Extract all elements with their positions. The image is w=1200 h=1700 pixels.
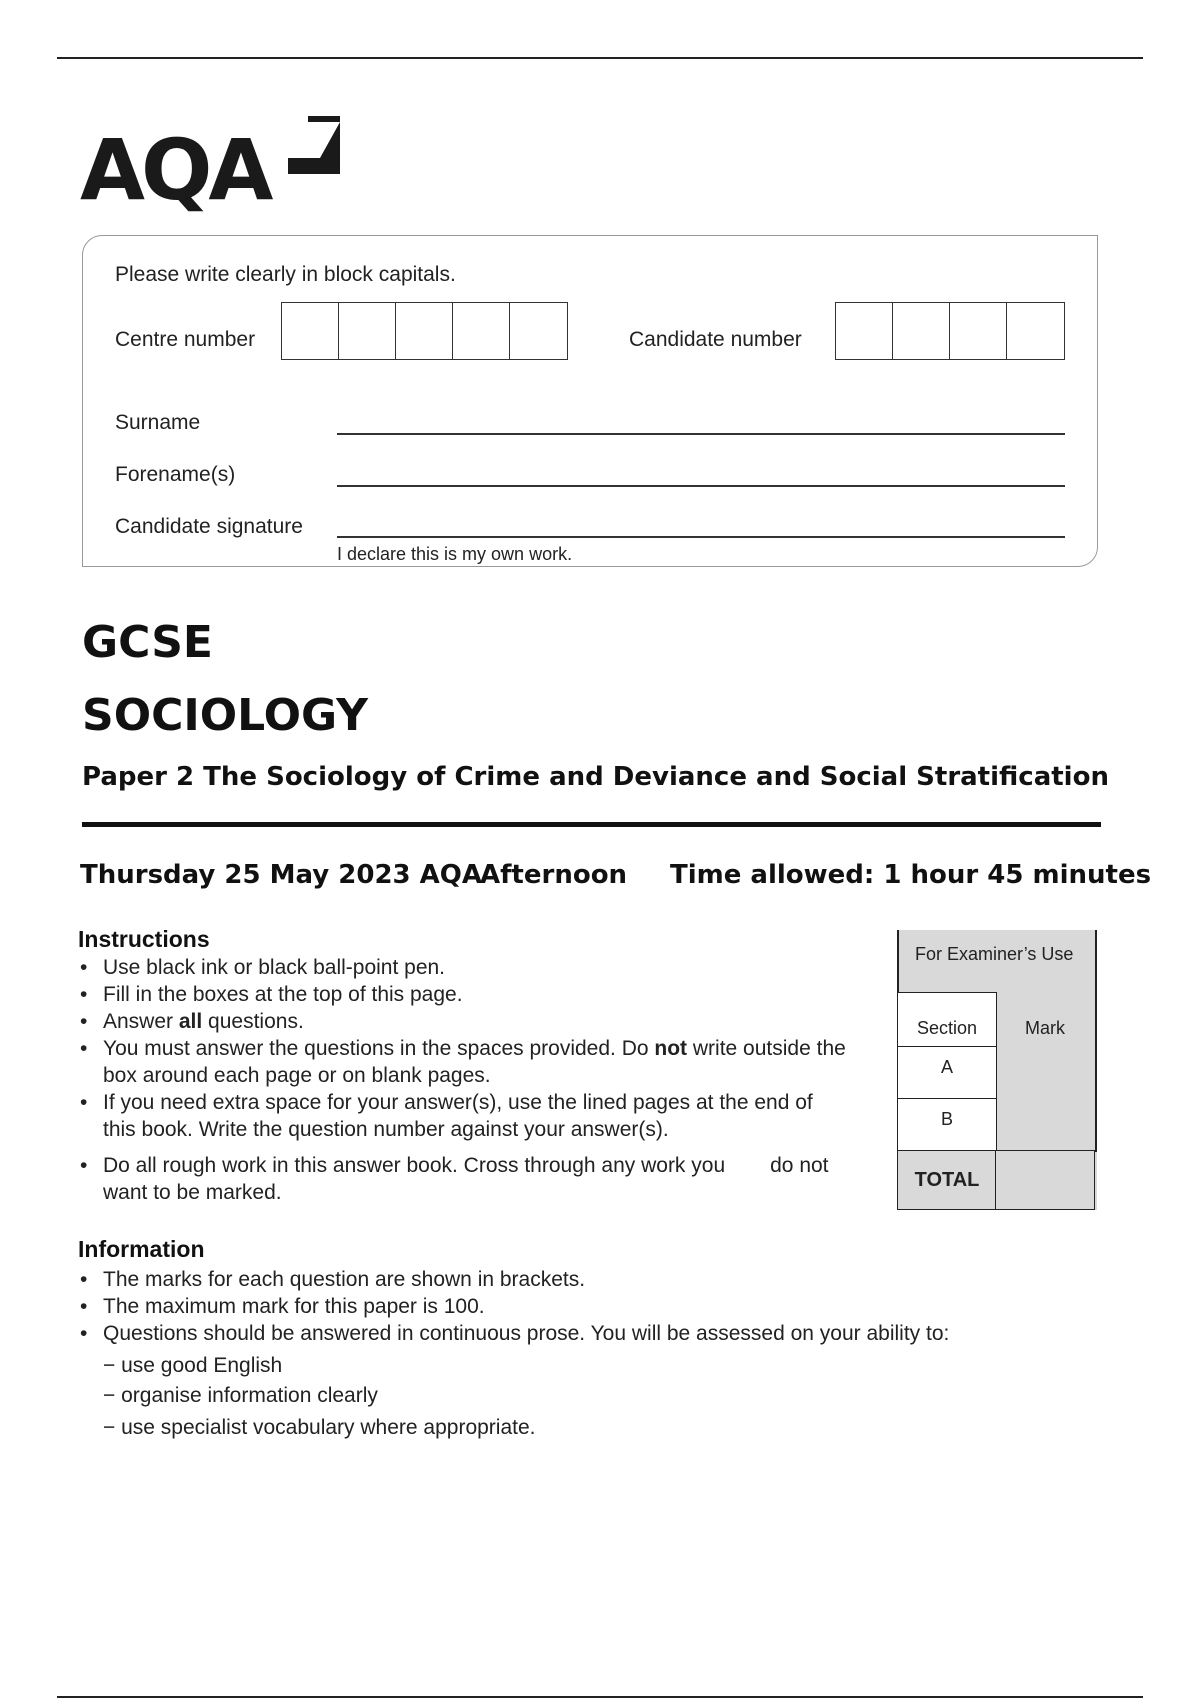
instruction-item: • Use black ink or black ball-point pen. xyxy=(78,954,908,981)
bottom-rule xyxy=(57,1696,1143,1698)
examiner-right-border xyxy=(1095,930,1097,1152)
centre-number-boxes xyxy=(281,302,568,360)
forename-label: Forename(s) xyxy=(115,463,236,486)
centre-number-digit[interactable] xyxy=(339,303,396,359)
declaration-text: I declare this is my own work. xyxy=(337,544,573,564)
centre-number-digit[interactable] xyxy=(510,303,567,359)
instruction-item: • Do all rough work in this answer book. Cross through any work you do not want to be marked. xyxy=(78,1152,908,1206)
candidate-details-box xyxy=(82,235,1098,567)
aqa-logo-text: AQA xyxy=(80,121,270,219)
centre-number-digit[interactable] xyxy=(396,303,453,359)
information-item: • The marks for each question are shown in brackets. xyxy=(78,1266,1108,1293)
section-row-a: A xyxy=(897,1046,997,1100)
exam-subject: SOCIOLOGY xyxy=(82,690,369,741)
candidate-number-digit[interactable] xyxy=(950,303,1007,359)
exam-level: GCSE xyxy=(82,617,213,668)
candidate-number-digit[interactable] xyxy=(1007,303,1064,359)
information-heading: Information xyxy=(78,1236,205,1262)
information-list xyxy=(78,1266,1108,1347)
total-label: TOTAL xyxy=(897,1150,997,1210)
information-sub-item: − organise information clearly xyxy=(103,1384,378,1407)
total-mark-cell[interactable] xyxy=(995,1150,1095,1210)
information-sub-item: − use good English xyxy=(103,1354,283,1377)
candidate-number-digit[interactable] xyxy=(836,303,893,359)
paper-title: Paper 2 The Sociology of Crime and Deviance and Social Stratification xyxy=(82,762,1109,792)
title-rule xyxy=(82,822,1101,827)
instruction-item: • Fill in the boxes at the top of this page. xyxy=(78,981,908,1008)
section-row-b: B xyxy=(897,1098,997,1152)
exam-date: Thursday 25 May 2023 AQA xyxy=(80,860,483,890)
instruction-item: • You must answer the questions in the spaces provided. Do not write outside the box around each page or on blank pages. xyxy=(78,1035,908,1089)
information-item: • The maximum mark for this paper is 100. xyxy=(78,1293,1108,1320)
instruction-item: • If you need extra space for your answer(s), use the lined pages at the end of this book. Write the question number against your answer(s). xyxy=(78,1089,908,1143)
instruction-item: • Answer all questions. xyxy=(78,1008,908,1035)
signature-label: Candidate signature xyxy=(115,515,303,538)
aqa-logo xyxy=(80,112,270,219)
centre-number-digit[interactable] xyxy=(453,303,510,359)
examiner-title: For Examiner’s Use xyxy=(915,944,1074,964)
time-allowed: Time allowed: 1 hour 45 minutes xyxy=(670,860,1152,890)
candidate-number-label: Candidate number xyxy=(629,328,802,351)
surname-label: Surname xyxy=(115,411,201,434)
forename-line[interactable] xyxy=(337,485,1065,487)
candidate-number-boxes xyxy=(835,302,1065,360)
signature-line[interactable] xyxy=(337,536,1065,538)
examiner-left-border xyxy=(897,930,899,992)
aqa-logo-mark-icon xyxy=(286,114,342,176)
section-header: Section xyxy=(897,992,997,1048)
surname-line[interactable] xyxy=(337,433,1065,435)
centre-number-label: Centre number xyxy=(115,328,256,351)
information-item: • Questions should be answered in continuous prose. You will be assessed on your ability to: xyxy=(78,1320,1108,1347)
instructions-list xyxy=(78,954,908,1206)
centre-number-digit[interactable] xyxy=(282,303,339,359)
block-capitals-prompt: Please write clearly in block capitals. xyxy=(115,263,456,286)
examiner-use-table xyxy=(897,930,1097,1210)
instructions-heading: Instructions xyxy=(78,926,210,952)
exam-session: Afternoon xyxy=(480,860,628,890)
information-sub-item: − use specialist vocabulary where appropriate. xyxy=(103,1416,536,1439)
top-rule xyxy=(57,57,1143,59)
candidate-number-digit[interactable] xyxy=(893,303,950,359)
mark-header: Mark xyxy=(1025,1018,1065,1038)
